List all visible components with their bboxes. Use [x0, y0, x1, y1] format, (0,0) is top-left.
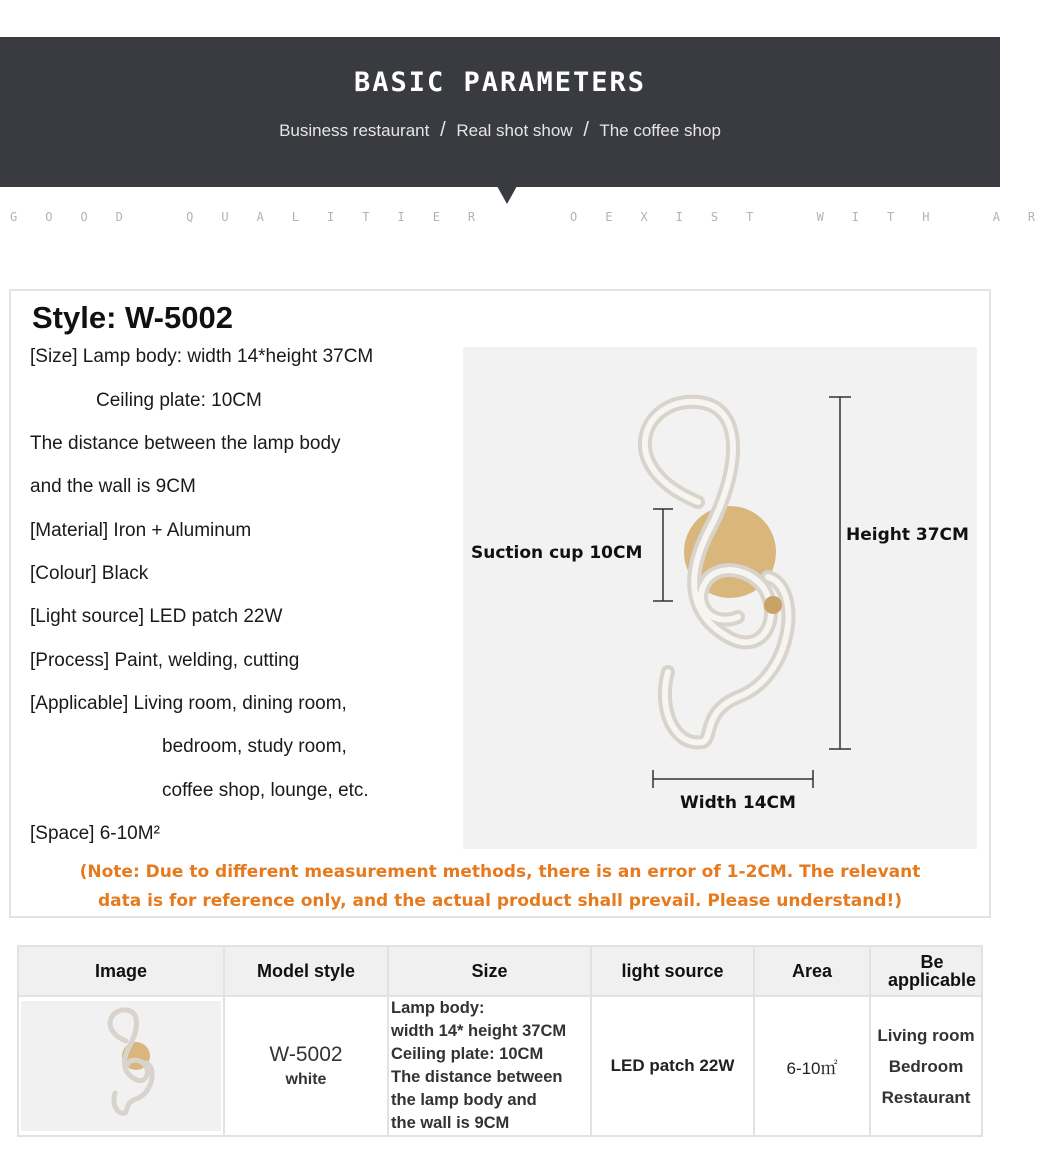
product-table [17, 945, 983, 1137]
header-model-style: Model style [224, 946, 388, 996]
table-row [18, 996, 982, 1136]
header-applicable: applicable [887, 970, 977, 990]
model-style-value: W-5002 [269, 1043, 343, 1066]
spec-process: [Process] Paint, welding, cutting [30, 650, 300, 671]
banner-pointer-arrow [497, 186, 517, 204]
subtitle-real-shot: Real shot show [456, 121, 573, 140]
banner-subtitle [0, 119, 1000, 142]
cell-area: 6-10㎡ [754, 996, 870, 1136]
spec-applicable-3: coffee shop, lounge, etc. [162, 780, 369, 801]
cell-image [18, 996, 224, 1136]
product-photo [463, 347, 977, 849]
decorative-spaced-text-left: GOOD QUALITIER [10, 210, 504, 224]
subtitle-coffee-shop: The coffee shop [599, 121, 721, 140]
header-size: Size [388, 946, 591, 996]
subtitle-separator: / [440, 119, 446, 141]
applicable-bedroom: Bedroom [888, 1056, 964, 1076]
subtitle-separator: / [583, 119, 589, 141]
spec-material: [Material] Iron + Aluminum [30, 520, 252, 541]
size-line: The distance between [391, 1068, 563, 1086]
spec-applicable-1: [Applicable] Living room, dining room, [30, 693, 347, 714]
cell-light-source: LED patch 22W [591, 996, 754, 1136]
cell-size [388, 996, 591, 1136]
spec-distance-1: The distance between the lamp body [30, 433, 341, 454]
lamp-thumbnail-icon [21, 1001, 221, 1131]
size-line: the wall is 9CM [391, 1114, 510, 1132]
height-label: Height 37CM [846, 525, 969, 545]
header-banner [0, 37, 1000, 187]
product-thumbnail [21, 1001, 221, 1131]
subtitle-business-restaurant: Business restaurant [279, 121, 430, 140]
suction-cup-label: Suction cup 10CM [471, 543, 643, 563]
size-line: Ceiling plate: 10CM [391, 1045, 544, 1063]
header-be-applicable [870, 946, 982, 996]
spec-applicable-2: bedroom, study room, [162, 736, 347, 757]
note-line-1: (Note: Due to different measurement methods, there is an error of 1-2CM. The relevant [79, 862, 921, 882]
spec-space: [Space] 6-10M² [30, 823, 160, 844]
header-light-source: light source [591, 946, 754, 996]
model-color-value: white [285, 1071, 327, 1088]
decorative-spaced-text-right: OEXIST WITH AR [570, 210, 1063, 224]
note-line-2: data is for reference only, and the actual product shall prevail. Please understand!) [97, 891, 903, 911]
size-line: the lamp body and [391, 1091, 537, 1109]
header-image: Image [18, 946, 224, 996]
spec-colour: [Colour] Black [30, 563, 149, 584]
spec-size: [Size] Lamp body: width 14*height 37CM [30, 346, 374, 367]
banner-title: BASIC PARAMETERS [353, 67, 647, 98]
header-area: Area [754, 946, 870, 996]
header-be: Be [920, 952, 944, 972]
lamp-illustration [463, 347, 977, 849]
cell-applicable [870, 996, 982, 1136]
spec-light-source: [Light source] LED patch 22W [30, 606, 283, 627]
applicable-living-room: Living room [877, 1025, 975, 1045]
spec-ceiling-plate: Ceiling plate: 10CM [96, 390, 262, 411]
width-label: Width 14CM [680, 793, 796, 813]
applicable-restaurant: Restaurant [881, 1087, 971, 1107]
cell-model [224, 996, 388, 1136]
spec-distance-2: and the wall is 9CM [30, 476, 196, 497]
table-header-row [18, 946, 982, 996]
size-line: width 14* height 37CM [391, 1022, 567, 1040]
style-title: Style: W-5002 [32, 300, 233, 335]
size-line: Lamp body: [391, 999, 485, 1017]
